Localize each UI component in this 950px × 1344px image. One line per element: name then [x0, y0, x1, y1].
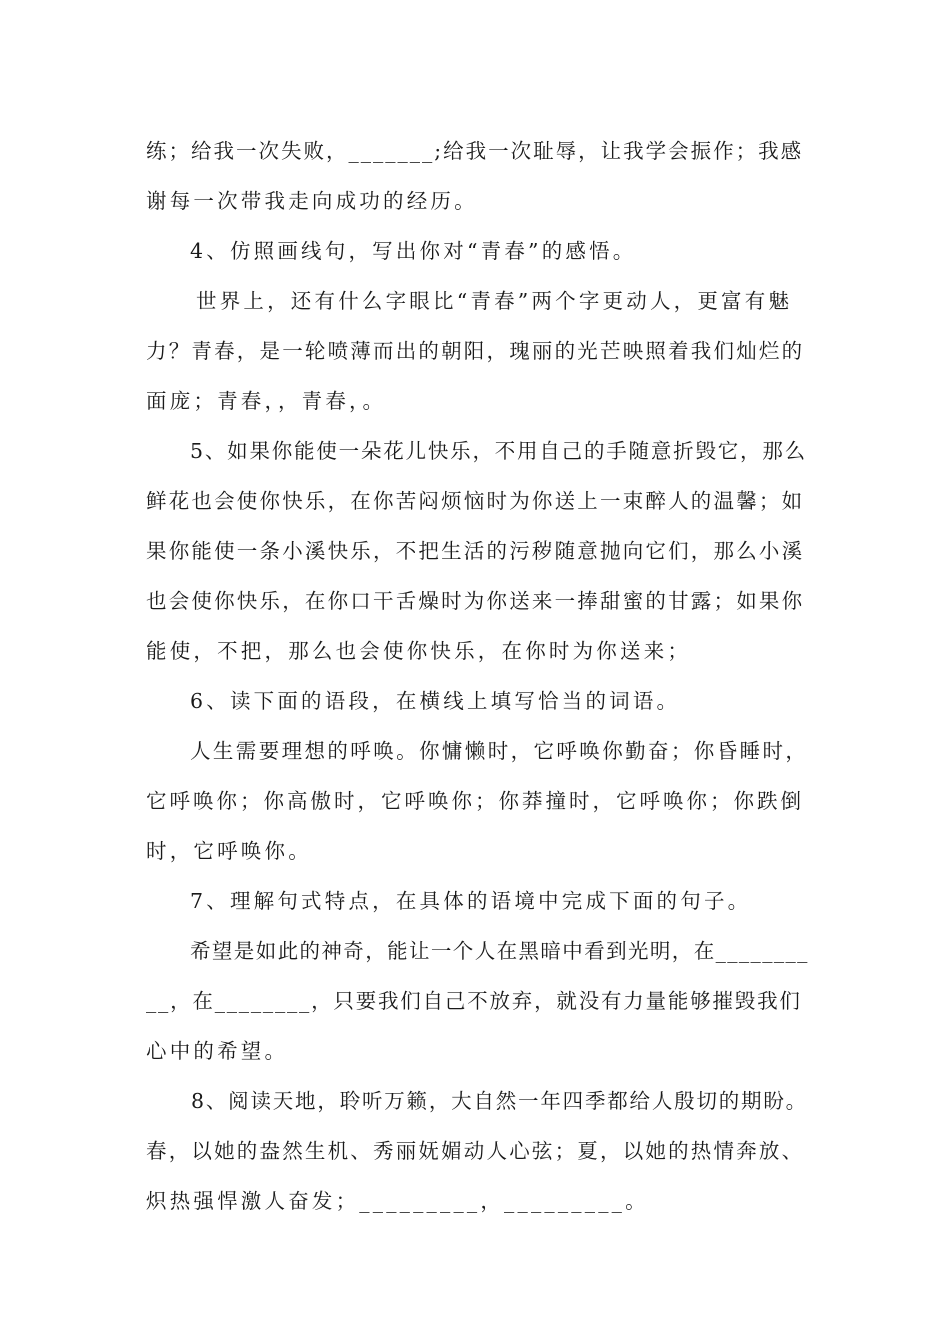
text-line-11: 能使，不把，那么也会使你快乐，在你时为你送来；	[146, 639, 692, 663]
text-line-9: 果你能使一条小溪快乐，不把生活的污秽随意抛向它们，那么小溪	[146, 539, 805, 563]
text-line-21: 春，以她的盎然生机、秀丽妩媚动人心弦；夏，以她的热情奔放、	[146, 1139, 805, 1163]
text-line-15: 时，它呼唤你。	[146, 839, 312, 863]
text-line-18: __，在________，只要我们自己不放弃，就没有力量能够摧毁我们	[146, 989, 802, 1013]
text-line-10: 也会使你快乐，在你口干舌燥时为你送来一捧甜蜜的甘露；如果你	[146, 589, 805, 613]
text-line-5: 力？青春，是一轮喷薄而出的朝阳，瑰丽的光芒映照着我们灿烂的	[146, 339, 805, 363]
text-line-17: 希望是如此的神奇，能让一个人在黑暗中看到光明，在________	[190, 939, 809, 963]
text-line-6: 面庞；青春，，青春，。	[146, 389, 387, 413]
text-line-8: 鲜花也会使你快乐，在你苦闷烦恼时为你送上一束醉人的温馨；如	[146, 489, 805, 513]
question-8-heading: 8、阅读天地，聆听万籁，大自然一年四季都给人殷切的期盼。	[191, 1089, 808, 1113]
text-line-2: 谢每一次带我走向成功的经历。	[146, 189, 478, 213]
question-7-heading: 7、理解句式特点，在具体的语境中完成下面的句子。	[190, 889, 752, 913]
text-line-13: 人生需要理想的呼唤。你慵懒时，它呼唤你勤奋；你昏睡时，	[190, 739, 809, 763]
text-line-19: 心中的希望。	[146, 1039, 289, 1063]
question-6-heading: 6、读下面的语段，在横线上填写恰当的词语。	[190, 689, 681, 713]
text-line-14: 它呼唤你；你高傲时，它呼唤你；你莽撞时，它呼唤你；你跌倒	[146, 789, 804, 813]
text-line-1: 练；给我一次失败，_______;给我一次耻辱，让我学会振作；我感	[146, 139, 804, 163]
text-line-22: 炽热强悍激人奋发；_________，_________。	[146, 1189, 649, 1213]
question-5-heading: 5、如果你能使一朵花儿快乐，不用自己的手随意折毁它，那么	[190, 439, 807, 463]
text-line-4: 世界上，还有什么字眼比“青春”两个字更动人，更富有魅	[196, 289, 793, 313]
question-4-heading: 4、仿照画线句，写出你对“青春”的感悟。	[190, 239, 637, 263]
